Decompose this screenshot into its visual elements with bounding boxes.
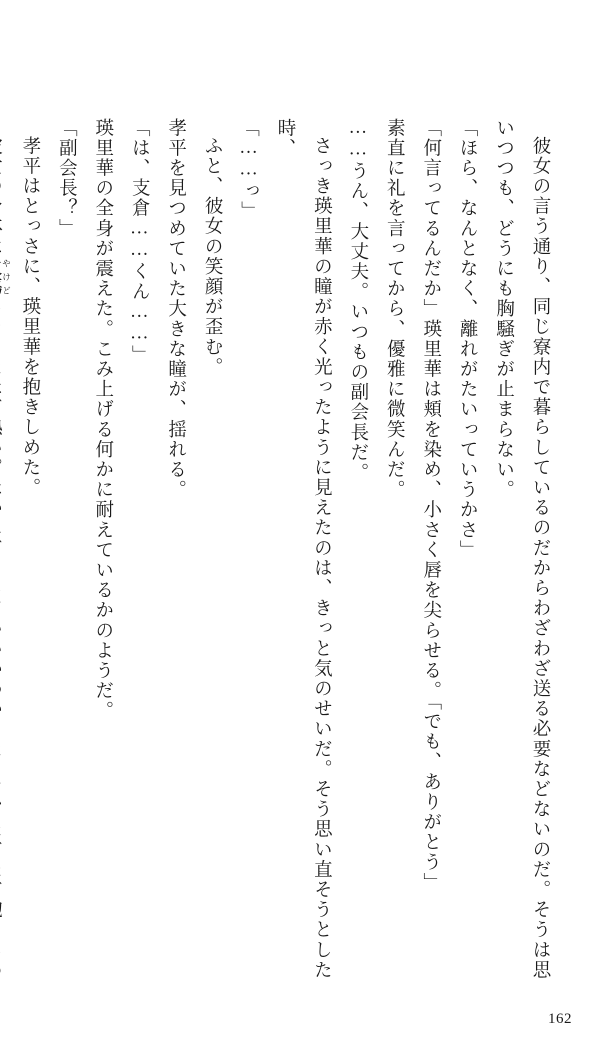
- paragraph: 素直に礼を言ってから、優雅に微笑んだ。: [384, 118, 405, 500]
- novel-body-text: [0, 118, 558, 998]
- paragraph: 孝平はとっさに、瑛里華を抱きしめた。: [19, 136, 40, 498]
- paragraph: 孝平を見つめていた大きな瞳が、揺れる。: [165, 118, 186, 500]
- paragraph: [0, 118, 11, 998]
- paragraph: 彼女の言う通り、同じ寮内で暮らしているのだからわざわざ送る必要などないのだ。そうは思いつつも、どうにも胸騒ぎが止まらない。: [493, 118, 550, 981]
- paragraph: さっき瑛里華の瞳が赤く光ったように見えたのは、きっと気のせいだ。そう思い直そうとした時、: [274, 118, 332, 981]
- paragraph: 「何言ってるんだか」瑛里華は頬を染め、小さく唇を尖らせる。「でも、ありがとう」: [420, 118, 441, 893]
- paragraph: 瑛里華の全身が震えた。こみ上げる何かに耐えているかのようだ。: [92, 118, 113, 721]
- ruby-annotation: やけど: [1, 256, 12, 297]
- page-number: 162: [548, 1011, 572, 1027]
- paragraph: 「……っ」: [238, 118, 259, 222]
- paragraph: 「副会長？」: [56, 118, 77, 239]
- paragraph: 「ほら、なんとなく、離れがたいっていうかさ」: [457, 118, 478, 561]
- paragraph: ふと、彼女の笑顔が歪む。: [202, 136, 223, 378]
- paragraph: ……うん、大丈夫。いつもの副会長だ。: [347, 118, 368, 483]
- paragraph: 「は、支倉……くん……」: [129, 118, 150, 366]
